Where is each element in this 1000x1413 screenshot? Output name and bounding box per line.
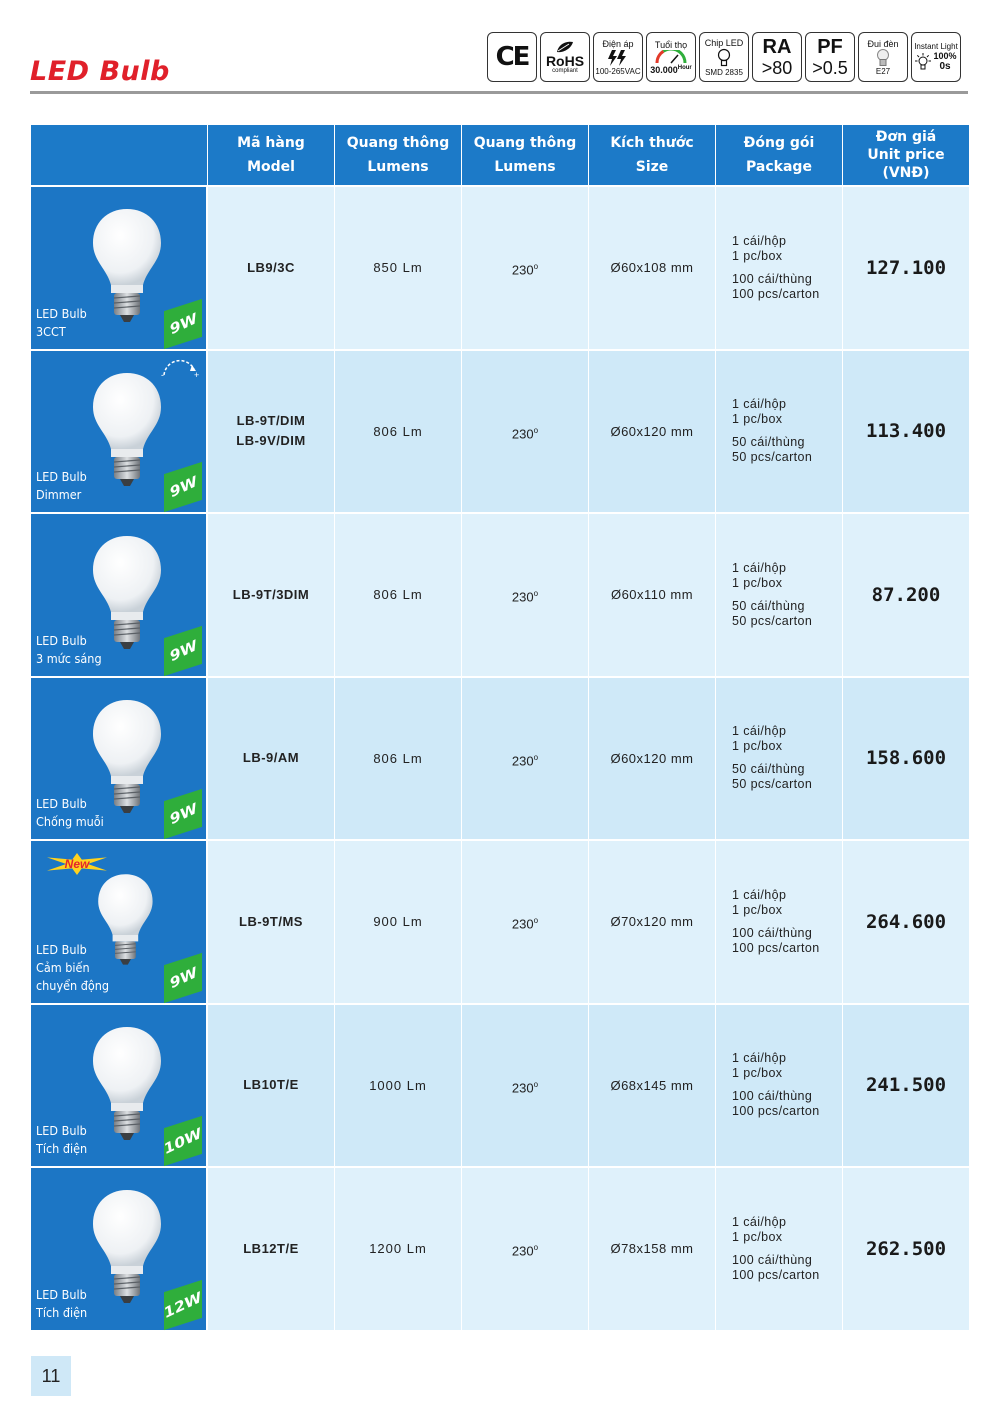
row-cells: [207, 514, 969, 676]
size-cell: Ø70x120 mm: [588, 841, 715, 1003]
instant-label: Instant Light: [914, 42, 958, 51]
package-carton-vi: 100 cái/thùng: [732, 1252, 813, 1267]
degree-symbol: o: [533, 1243, 539, 1253]
model-code-alt: LB-9V/DIM: [236, 433, 306, 449]
product-name-line1: LED Bulb: [36, 1286, 87, 1302]
voltage-value: 100-265VAC: [595, 66, 641, 76]
lumens-cell: 900 Lm: [334, 841, 461, 1003]
chip-led-icon: [699, 32, 749, 82]
header-lumens-en: Lumens: [367, 159, 429, 175]
degree-symbol: o: [533, 425, 539, 435]
package-box-vi: 1 cái/hộp: [732, 560, 787, 575]
model-cell: [207, 1168, 334, 1330]
product-image-cell: [31, 187, 207, 349]
new-badge-label: New: [64, 857, 90, 871]
price-cell: 127.100: [842, 187, 969, 349]
new-badge: [47, 853, 107, 875]
instant-pct: 100%: [933, 51, 957, 61]
degree-symbol: o: [533, 752, 539, 762]
lumens-cell: 806 Lm: [334, 351, 461, 513]
lifetime-icon: [646, 32, 696, 82]
package-carton-vi: 50 cái/thùng: [732, 762, 805, 777]
wattage-label: 12W: [163, 1287, 203, 1322]
product-name-line2: Tích điện: [36, 1141, 88, 1156]
chip-value: SMD 2835: [705, 67, 743, 77]
socket-label: Đui đèn: [867, 38, 899, 49]
product-name: [36, 632, 102, 668]
rohs-icon: [540, 32, 590, 82]
header-size-vi: Kích thước: [610, 135, 694, 151]
wattage-label: 9W: [168, 962, 198, 993]
led-bulb-icon: [87, 369, 167, 489]
page-title: LED Bulb: [30, 56, 170, 87]
led-bulb-icon: [87, 205, 167, 325]
wattage-badge: [164, 1279, 202, 1329]
instant-light-icon: [911, 32, 961, 82]
degree-symbol: o: [533, 262, 539, 272]
lifetime-label: Tuổi thọ: [654, 39, 688, 50]
pf-label: PF: [817, 36, 843, 58]
certification-bar: [487, 32, 961, 82]
model-cell: [207, 514, 334, 676]
package-carton-en: 50 pcs/carton: [732, 777, 813, 792]
size-cell: Ø60x108 mm: [588, 187, 715, 349]
package-box-vi: 1 cái/hộp: [732, 887, 787, 902]
size-cell: Ø60x120 mm: [588, 351, 715, 513]
page-number: 11: [31, 1356, 71, 1396]
wattage-label: 9W: [168, 308, 198, 339]
header-package: [715, 125, 842, 185]
wattage-label: 9W: [168, 799, 198, 829]
beam-angle-cell: [461, 678, 588, 840]
product-name-line2: Cảm biến: [36, 959, 90, 975]
product-name: [36, 795, 104, 831]
beam-angle-cell: [461, 514, 588, 676]
ra-icon: [752, 32, 802, 82]
model-code: LB-9T/3DIM: [232, 586, 310, 602]
socket-value: E27: [875, 66, 891, 76]
svg-text:-: -: [161, 369, 164, 379]
package-carton-en: 50 pcs/carton: [732, 613, 813, 628]
package-carton-en: 100 pcs/carton: [732, 1267, 820, 1282]
table-row: [31, 1166, 969, 1330]
table-row: [31, 512, 969, 676]
product-image-cell: [31, 1005, 207, 1167]
ce-label: CE: [495, 42, 529, 72]
product-name: [36, 305, 87, 341]
voltage-label: Điện áp: [602, 38, 634, 49]
lumens-cell: 806 Lm: [334, 678, 461, 840]
package-carton-vi: 50 cái/thùng: [732, 598, 805, 613]
gauge-icon: [654, 50, 688, 64]
lifetime-value: 30.000: [650, 64, 678, 75]
price-cell: 264.600: [842, 841, 969, 1003]
product-name-line3: chuyển động: [36, 977, 110, 993]
header-beam: [461, 125, 588, 185]
header-price-currency: (VNĐ): [882, 165, 930, 181]
table-row: [31, 676, 969, 840]
lumens-cell: 806 Lm: [334, 514, 461, 676]
leaf-icon: [555, 40, 575, 54]
package-box-en: 1 pc/box: [732, 575, 783, 590]
package-carton-en: 100 pcs/carton: [732, 1104, 820, 1119]
table-row: [31, 839, 969, 1003]
package-box-en: 1 pc/box: [732, 248, 783, 263]
wattage-label: 9W: [168, 635, 198, 666]
package-cell: [715, 678, 842, 840]
row-cells: [207, 678, 969, 840]
beam-angle-value: 230: [511, 1079, 534, 1095]
package-carton-en: 100 pcs/carton: [732, 286, 820, 301]
lumens-cell: 1000 Lm: [334, 1005, 461, 1167]
socket-icon: [858, 32, 908, 82]
price-cell: 113.400: [842, 351, 969, 513]
beam-angle-cell: [461, 841, 588, 1003]
product-image-cell: [31, 351, 207, 513]
header-price-vi: Đơn giá: [875, 129, 937, 145]
product-name-line2: 3 mức sáng: [36, 650, 102, 666]
model-cell: [207, 678, 334, 840]
package-cell: [715, 841, 842, 1003]
price-cell: 87.200: [842, 514, 969, 676]
package-cell: [715, 514, 842, 676]
package-cell: [715, 1168, 842, 1330]
package-box-en: 1 pc/box: [732, 739, 783, 754]
header-product: [31, 125, 207, 185]
package-cell: [715, 351, 842, 513]
rohs-label: RoHS: [545, 52, 585, 69]
led-bulb-icon: [87, 1023, 167, 1143]
package-cell: [715, 1005, 842, 1167]
price-cell: 158.600: [842, 678, 969, 840]
header-model: [207, 125, 334, 185]
rohs-sub: compliant: [552, 67, 578, 74]
pf-icon: [805, 32, 855, 82]
svg-text:+: +: [194, 369, 200, 379]
led-bulb-icon: [87, 1186, 167, 1306]
socket-bulb-icon: [875, 49, 891, 67]
product-name-line1: LED Bulb: [36, 632, 87, 648]
product-image-cell: [31, 678, 207, 840]
chip-label: Chip LED: [704, 37, 744, 48]
beam-angle-value: 230: [511, 752, 534, 768]
package-box-vi: 1 cái/hộp: [732, 1214, 787, 1229]
lumens-cell: 1200 Lm: [334, 1168, 461, 1330]
header-beam-en: Lumens: [494, 159, 556, 175]
product-image-cell: [31, 1168, 207, 1330]
package-cell: [715, 187, 842, 349]
row-cells: [207, 1005, 969, 1167]
product-name-line1: LED Bulb: [36, 796, 87, 811]
size-cell: Ø60x110 mm: [588, 514, 715, 676]
product-name-line2: Dimmer: [36, 487, 82, 502]
header-lumens-vi: Quang thông: [346, 135, 450, 151]
degree-symbol: o: [533, 589, 539, 599]
header-price: [842, 125, 969, 185]
price-table: [31, 125, 969, 1330]
dimmer-arrow-icon: [160, 357, 200, 379]
row-cells: [207, 187, 969, 349]
product-image-cell: [31, 841, 207, 1003]
package-carton-en: 100 pcs/carton: [732, 940, 820, 955]
header-price-en: Unit price: [867, 147, 945, 163]
lightning-icon: [606, 49, 630, 67]
product-name-line1: LED Bulb: [36, 1123, 87, 1138]
model-code: LB10T/E: [243, 1077, 299, 1093]
package-box-en: 1 pc/box: [732, 902, 783, 917]
wattage-badge: [164, 1116, 202, 1166]
package-box-en: 1 pc/box: [732, 412, 783, 427]
package-box-vi: 1 cái/hộp: [732, 233, 787, 248]
package-carton-vi: 100 cái/thùng: [732, 271, 813, 286]
row-cells: [207, 841, 969, 1003]
header-package-en: Package: [746, 159, 812, 175]
model-code: LB9/3C: [247, 259, 295, 275]
product-image-cell: [31, 514, 207, 676]
product-name-line2: Tích điện: [36, 1304, 88, 1320]
package-box-vi: 1 cái/hộp: [732, 397, 787, 412]
header-model-vi: Mã hàng: [237, 135, 305, 151]
beam-angle-value: 230: [511, 1243, 534, 1259]
table-header: [31, 125, 969, 185]
product-name-line2: Chống muỗi: [36, 814, 104, 829]
model-cell: [207, 1005, 334, 1167]
product-name-line1: LED Bulb: [36, 305, 87, 321]
product-name: [36, 468, 87, 504]
package-box-en: 1 pc/box: [732, 1229, 783, 1244]
pf-value: >0.5: [812, 58, 848, 78]
model-code: LB-9T/DIM: [236, 413, 306, 429]
product-name: [36, 1122, 87, 1158]
model-cell: [207, 351, 334, 513]
ra-label: RA: [762, 36, 792, 58]
product-name: [36, 1286, 87, 1322]
sun-bulb-icon: [915, 53, 931, 71]
header-size: [588, 125, 715, 185]
package-carton-vi: 100 cái/thùng: [732, 1089, 813, 1104]
size-cell: Ø78x158 mm: [588, 1168, 715, 1330]
header-model-en: Model: [247, 159, 295, 175]
instant-time: 0s: [939, 61, 951, 72]
header-beam-vi: Quang thông: [473, 135, 577, 151]
model-cell: [207, 841, 334, 1003]
product-name-line2: 3CCT: [36, 323, 66, 339]
title-divider: [30, 91, 968, 94]
wattage-badge: [164, 298, 202, 348]
row-cells: [207, 351, 969, 513]
price-cell: 241.500: [842, 1005, 969, 1167]
lumens-cell: 850 Lm: [334, 187, 461, 349]
degree-symbol: o: [533, 916, 539, 926]
voltage-icon: [593, 32, 643, 82]
wattage-label: 10W: [163, 1123, 203, 1159]
beam-angle-cell: [461, 351, 588, 513]
table-row: [31, 185, 969, 349]
table-row: [31, 1003, 969, 1167]
wattage-badge: [164, 952, 202, 1002]
wattage-badge: [164, 789, 202, 839]
bulb-outline-icon: [717, 48, 731, 68]
product-name-line1: LED Bulb: [36, 941, 87, 957]
ce-mark-icon: [487, 32, 537, 82]
beam-angle-cell: [461, 1005, 588, 1167]
package-box-en: 1 pc/box: [732, 1066, 783, 1081]
product-name: [36, 941, 109, 995]
package-carton-vi: 50 cái/thùng: [732, 435, 805, 450]
beam-angle-value: 230: [511, 916, 534, 932]
package-box-vi: 1 cái/hộp: [732, 724, 787, 739]
beam-angle-value: 230: [511, 589, 534, 605]
beam-angle-cell: [461, 1168, 588, 1330]
header-lumens: [334, 125, 461, 185]
header-size-en: Size: [635, 159, 669, 175]
wattage-badge: [164, 625, 202, 675]
package-carton-vi: 100 cái/thùng: [732, 925, 813, 940]
beam-angle-value: 230: [511, 262, 534, 278]
wattage-badge: [164, 462, 202, 512]
beam-angle-cell: [461, 187, 588, 349]
model-code: LB-9/AM: [242, 750, 300, 766]
table-row: [31, 349, 969, 513]
size-cell: Ø68x145 mm: [588, 1005, 715, 1167]
header-package-vi: Đóng gói: [743, 135, 815, 151]
package-box-vi: 1 cái/hộp: [732, 1051, 787, 1066]
ra-value: >80: [761, 58, 793, 78]
degree-symbol: o: [533, 1079, 539, 1089]
model-code: LB-9T/MS: [239, 913, 303, 929]
price-cell: 262.500: [842, 1168, 969, 1330]
model-code: LB12T/E: [243, 1240, 299, 1256]
product-name-line1: LED Bulb: [36, 469, 87, 484]
beam-angle-value: 230: [511, 425, 534, 441]
row-cells: [207, 1168, 969, 1330]
package-carton-en: 50 pcs/carton: [732, 450, 813, 465]
lifetime-unit: Hour: [677, 64, 692, 71]
wattage-label: 9W: [168, 472, 198, 502]
table-body: [31, 185, 969, 1330]
model-cell: [207, 187, 334, 349]
size-cell: Ø60x120 mm: [588, 678, 715, 840]
